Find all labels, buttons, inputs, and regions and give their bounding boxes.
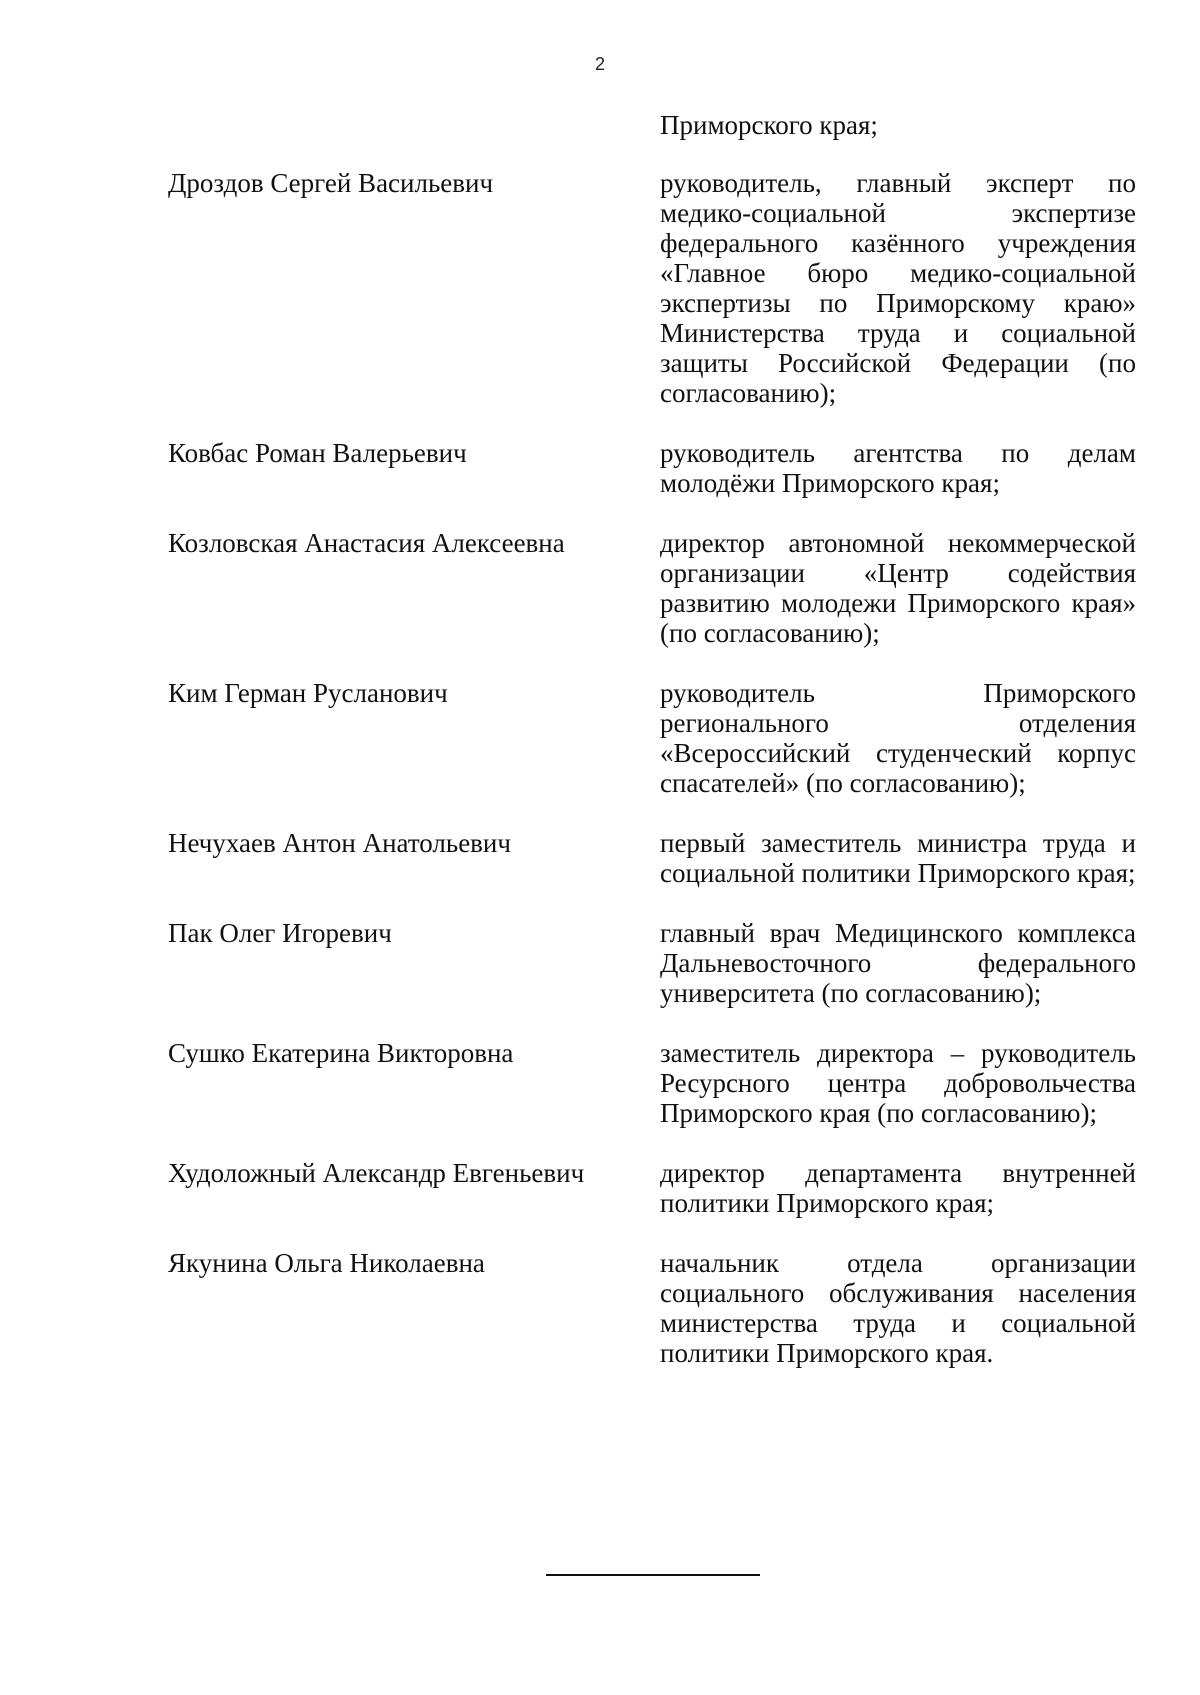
list-item (168, 1038, 1136, 1128)
list-item (168, 1158, 1136, 1218)
member-position: заместитель директора – руководитель Ресурсного центра добровольчества Приморского края (по согласованию); (660, 1038, 1136, 1128)
member-name: Ковбас Роман Валерьевич (168, 438, 467, 468)
member-position: начальник отдела организации социального обслуживания населения министерства труда и социальной политики Приморского края. (660, 1248, 1136, 1368)
member-name: Пак Олег Игоревич (168, 918, 392, 948)
member-name: Дроздов Сергей Васильевич (168, 168, 494, 198)
continued-description: Приморского края; (660, 110, 878, 140)
member-name: Худоложный Александр Евгеньевич (168, 1158, 585, 1188)
member-position: главный врач Медицинского комплекса Дальневосточного федерального университета (по согласованию); (660, 918, 1136, 1008)
list-item (168, 1248, 1136, 1368)
list-item (168, 528, 1136, 648)
member-name: Сушко Екатерина Викторовна (168, 1038, 514, 1068)
end-of-document-rule (546, 1574, 760, 1576)
member-name: Козловская Анастасия Алексеевна (168, 528, 565, 558)
member-position: руководитель, главный эксперт по медико-социальной экспертизе федерального казённого учреждения «Главное бюро медико-социальной экспертизы по Приморскому краю» Министерства труда и социальной защиты Российской Федерации (по согласованию); (660, 168, 1136, 408)
member-position: директор департамента внутренней политики Приморского края; (660, 1158, 1136, 1218)
page-number: 2 (594, 54, 605, 74)
member-position: руководитель агентства по делам молодёжи Приморского края; (660, 438, 1136, 498)
member-name: Ким Герман Русланович (168, 678, 448, 708)
list-item (168, 678, 1136, 798)
list-item (168, 438, 1136, 498)
member-position: директор автономной некоммерческой организации «Центр содействия развитию молодежи Приморского края» (по согласованию); (660, 528, 1136, 648)
member-name: Нечухаев Антон Анатольевич (168, 828, 511, 858)
list-item (168, 828, 1136, 888)
member-list (168, 110, 1136, 1398)
member-position: руководитель Приморского регионального отделения «Всероссийский студенческий корпус спасателей» (по согласованию); (660, 678, 1136, 798)
list-item (168, 918, 1136, 1008)
member-position: первый заместитель министра труда и социальной политики Приморского края; (660, 828, 1136, 888)
member-name: Якунина Ольга Николаевна (168, 1248, 485, 1278)
list-item (168, 168, 1136, 408)
